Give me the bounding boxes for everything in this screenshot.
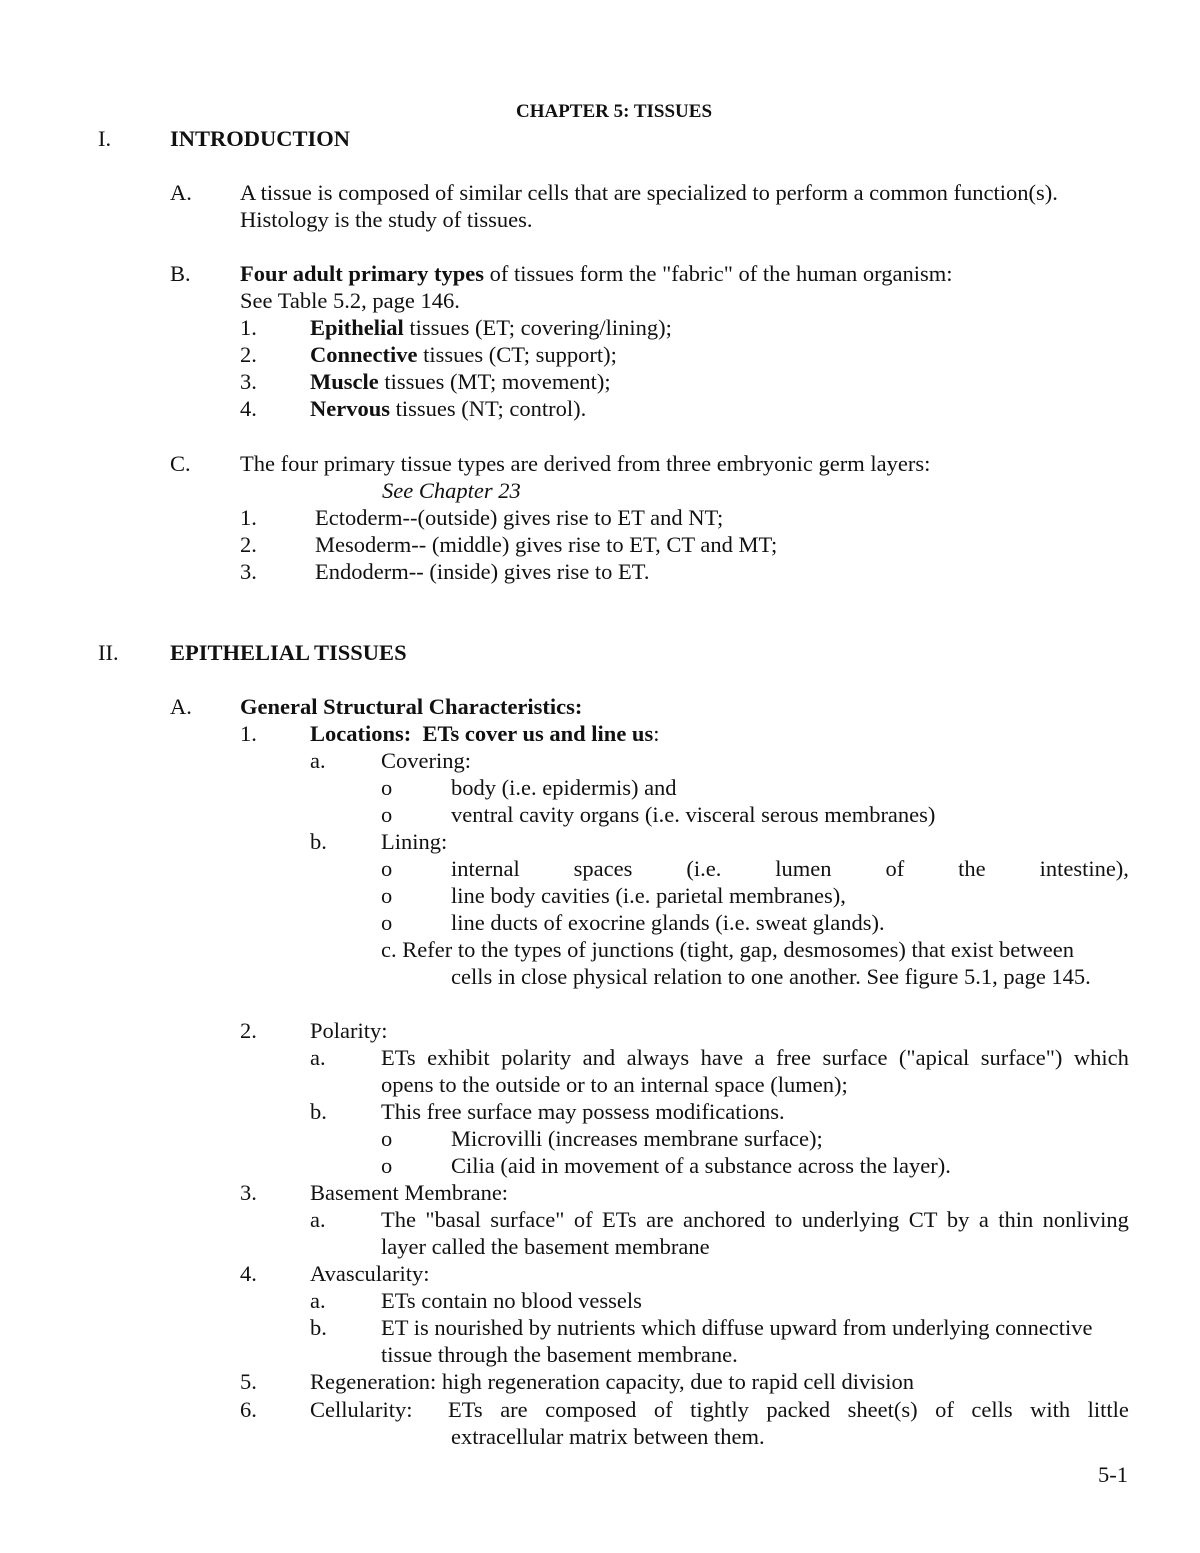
word: ("apical [898, 1045, 970, 1070]
point-3-number: 3. [240, 1180, 257, 1205]
word: surface [822, 1045, 888, 1070]
polarity-a-line2: opens to the outside or to an internal space (lumen); [381, 1072, 848, 1097]
tissue-type-name: Connective [310, 342, 418, 367]
word: underlying [801, 1207, 900, 1232]
bullet-icon: o [381, 883, 393, 908]
intro-b-text [240, 260, 952, 287]
intro-b-rest: of tissues form the "fabric" of the human organism: [483, 261, 953, 286]
intro-a-line2: Histology is the study of tissues. [240, 207, 533, 232]
word: intestine), [1039, 856, 1129, 881]
word: ETs [448, 1397, 483, 1422]
regeneration-text: Regeneration: high regeneration capacity, due to rapid cell division [310, 1369, 914, 1394]
page-number: 5-1 [1098, 1462, 1128, 1487]
cellularity-line2: extracellular matrix between them. [451, 1424, 765, 1449]
word: surface" [490, 1207, 565, 1232]
point-6-number: 6. [240, 1397, 257, 1422]
word: which [1073, 1045, 1129, 1070]
word: nonliving [1042, 1207, 1129, 1232]
tissue-type-item [310, 314, 672, 341]
tissue-type-item [310, 395, 586, 422]
word: and [582, 1045, 616, 1070]
basement-a-label: a. [310, 1207, 326, 1232]
point-1-title [310, 720, 659, 747]
germ-layer-item: Mesoderm-- (middle) gives rise to ET, CT and MT; [315, 532, 778, 557]
word: of [573, 1207, 593, 1232]
word: spaces [573, 856, 633, 881]
section-2-number: II. [98, 640, 119, 665]
polarity-title: Polarity: [310, 1018, 388, 1043]
tissue-type-item [310, 341, 617, 368]
basement-a-justified [381, 1206, 1129, 1233]
section-2-heading: EPITHELIAL TISSUES [170, 640, 407, 665]
bullet-icon: o [381, 910, 393, 935]
word: by [946, 1207, 970, 1232]
epithelial-a-label: A. [170, 694, 192, 719]
word: a [978, 1207, 989, 1232]
word: of [935, 1397, 954, 1422]
basement-a-line2: layer called the basement membrane [381, 1234, 710, 1259]
intro-c-text: The four primary tissue types are derived from three embryonic germ layers: [240, 451, 931, 476]
tissue-type-desc: tissues (NT; control). [390, 396, 587, 421]
bullet-icon: o [381, 856, 393, 881]
bullet-icon: o [381, 802, 393, 827]
point-5-number: 5. [240, 1369, 257, 1394]
intro-b-bold: Four adult primary types [240, 261, 484, 286]
word: of [653, 1397, 673, 1422]
bullet-icon: o [381, 1153, 393, 1178]
tissue-type-number: 3. [240, 369, 257, 394]
word: The [381, 1207, 416, 1232]
locations-rest: : [653, 721, 660, 746]
word: a [754, 1045, 765, 1070]
lining-bullet: line ducts of exocrine glands (i.e. sweat glands). [451, 910, 885, 935]
covering-text: Covering: [381, 748, 471, 773]
tissue-type-name: Nervous [310, 396, 390, 421]
word: always [626, 1045, 690, 1070]
word: little [1087, 1397, 1129, 1422]
word: the [958, 856, 986, 881]
word: are [500, 1397, 528, 1422]
word: composed [545, 1397, 637, 1422]
junctions-line1: c. Refer to the types of junctions (tight, gap, desmosomes) that exist between [381, 937, 1074, 962]
chapter-title: CHAPTER 5: TISSUES [515, 101, 713, 122]
tissue-type-number: 1. [240, 315, 257, 340]
tissue-type-desc: tissues (MT; movement); [378, 369, 611, 394]
word: ETs [601, 1207, 637, 1232]
avascularity-b-line1: ET is nourished by nutrients which diffuse upward from underlying connective [381, 1315, 1093, 1340]
word: have [700, 1045, 744, 1070]
avascularity-a-text: ETs contain no blood vessels [381, 1288, 642, 1313]
tissue-type-desc: tissues (CT; support); [417, 342, 617, 367]
basement-title: Basement Membrane: [310, 1180, 509, 1205]
word: internal [451, 856, 520, 881]
lining-label: b. [310, 829, 327, 854]
epithelial-a-heading: General Structural Characteristics: [240, 694, 583, 719]
word: lumen [775, 856, 832, 881]
lining-bullet: line body cavities (i.e. parietal membranes), [451, 883, 846, 908]
modification-bullet: Microvilli (increases membrane surface); [451, 1126, 823, 1151]
word: cells [971, 1397, 1013, 1422]
word: sheet(s) [847, 1397, 918, 1422]
tissue-type-number: 4. [240, 396, 257, 421]
word: with [1030, 1397, 1071, 1422]
word: polarity [501, 1045, 572, 1070]
word: tightly [690, 1397, 749, 1422]
word: free [776, 1045, 811, 1070]
intro-a-label: A. [170, 180, 192, 205]
point-2-number: 2. [240, 1018, 257, 1043]
bullet-icon: o [381, 775, 393, 800]
intro-a-line1: A tissue is composed of similar cells that are specialized to perform a common function(s). [240, 180, 1058, 205]
intro-b-label: B. [170, 261, 191, 286]
cellularity-label: Cellularity: [310, 1397, 413, 1422]
junctions-line2: cells in close physical relation to one another. See figure 5.1, page 145. [451, 964, 1091, 989]
germ-layer-item: Ectoderm--(outside) gives rise to ET and NT; [315, 505, 724, 530]
germ-layer-number: 1. [240, 505, 257, 530]
word: anchored [682, 1207, 766, 1232]
lining-bullet-justified [451, 855, 1129, 882]
covering-bullet: body (i.e. epidermis) and [451, 775, 677, 800]
word: of [885, 856, 905, 881]
tissue-type-item [310, 368, 611, 395]
point-1-number: 1. [240, 721, 257, 746]
word: (i.e. [686, 856, 722, 881]
intro-c-label: C. [170, 451, 191, 476]
avascularity-a-label: a. [310, 1288, 326, 1313]
section-1-number: I. [98, 126, 112, 151]
germ-layer-number: 2. [240, 532, 257, 557]
word: exhibit [427, 1045, 490, 1070]
tissue-type-number: 2. [240, 342, 257, 367]
word: packed [766, 1397, 831, 1422]
germ-layer-item: Endoderm-- (inside) gives rise to ET. [315, 559, 650, 584]
germ-layer-number: 3. [240, 559, 257, 584]
polarity-b-text: This free surface may possess modifications. [381, 1099, 785, 1124]
cellularity-justified [448, 1396, 1129, 1423]
word: thin [998, 1207, 1034, 1232]
polarity-a-label: a. [310, 1045, 326, 1070]
covering-label: a. [310, 748, 326, 773]
tissue-type-desc: tissues (ET; covering/lining); [403, 315, 672, 340]
point-4-number: 4. [240, 1261, 257, 1286]
intro-b-see: See Table 5.2, page 146. [240, 288, 460, 313]
lining-text: Lining: [381, 829, 448, 854]
word: surface") [980, 1045, 1063, 1070]
tissue-type-name: Muscle [310, 369, 379, 394]
word: "basal [425, 1207, 481, 1232]
covering-bullet: ventral cavity organs (i.e. visceral serous membranes) [451, 802, 936, 827]
word: are [646, 1207, 674, 1232]
word: CT [908, 1207, 938, 1232]
modification-bullet: Cilia (aid in movement of a substance across the layer). [451, 1153, 951, 1178]
polarity-b-label: b. [310, 1099, 327, 1124]
avascularity-b-line2: tissue through the basement membrane. [381, 1342, 738, 1367]
locations-bold: Locations: ETs cover us and line us [310, 721, 654, 746]
section-1-heading: INTRODUCTION [170, 126, 351, 151]
intro-c-see: See Chapter 23 [382, 478, 521, 503]
word: to [774, 1207, 793, 1232]
avascularity-title: Avascularity: [310, 1261, 430, 1286]
tissue-type-name: Epithelial [310, 315, 404, 340]
avascularity-b-label: b. [310, 1315, 327, 1340]
bullet-icon: o [381, 1126, 393, 1151]
polarity-a-justified [381, 1044, 1129, 1071]
word: ETs [381, 1045, 416, 1070]
